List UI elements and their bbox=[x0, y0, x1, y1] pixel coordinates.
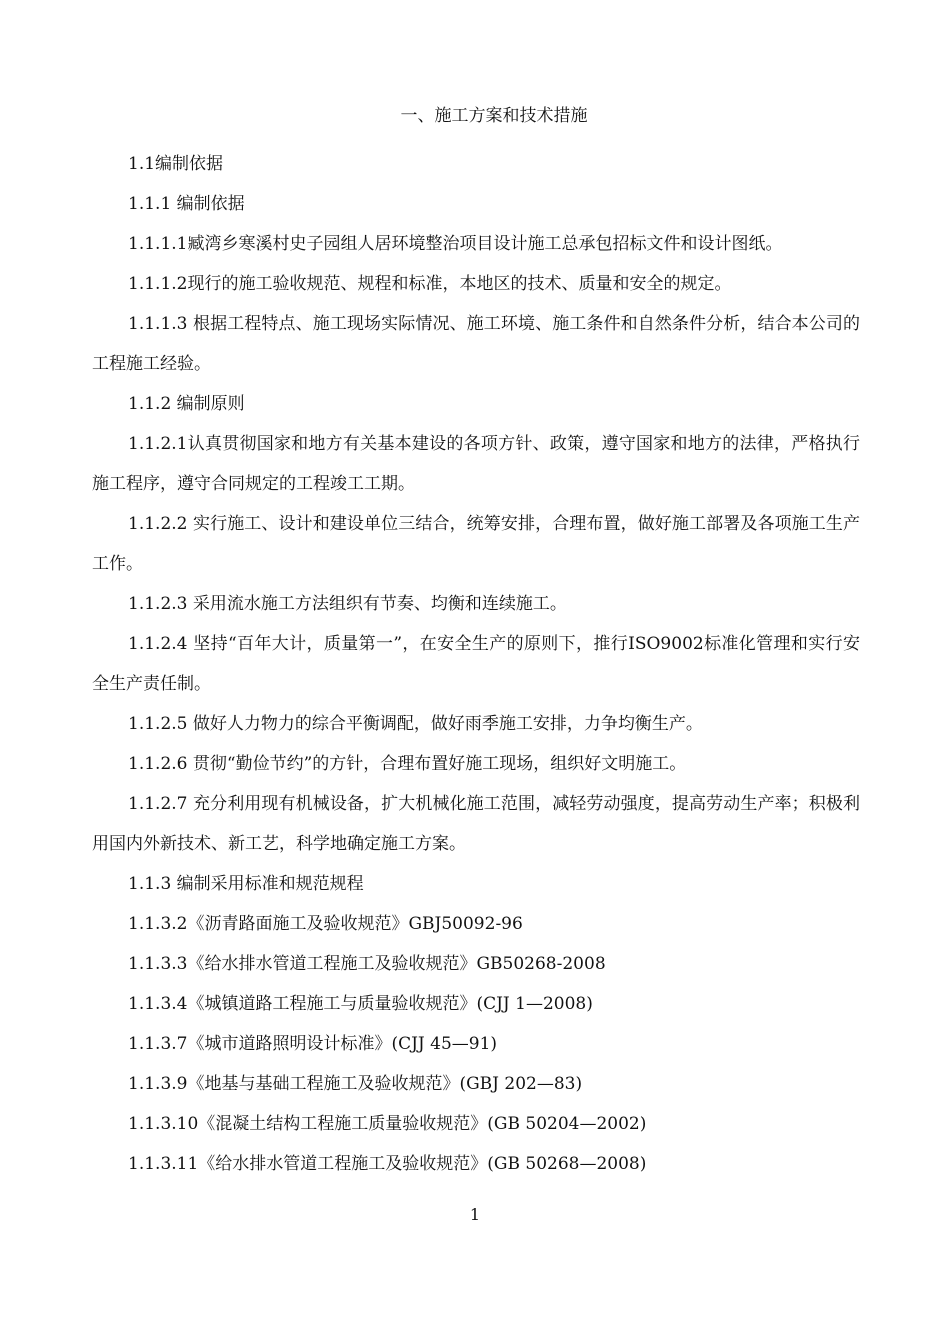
paragraph-1-1-1-2: 1.1.1.2现行的施工验收规范、规程和标准，本地区的技术、质量和安全的规定。 bbox=[128, 274, 732, 294]
standard-1-1-3-7: 1.1.3.7《城市道路照明设计标准》(CJJ 45—91) bbox=[128, 1034, 498, 1054]
paragraph-1-1-2-1: 1.1.2.1认真贯彻国家和地方有关基本建设的各项方针、政策，遵守国家和地方的法律，严格执行施工程序，遵守合同规定的工程竣工工期。 bbox=[92, 434, 860, 494]
document-body bbox=[92, 144, 860, 1184]
paragraph-1-1-2-2: 1.1.2.2 实行施工、设计和建设单位三结合，统筹安排，合理布置，做好施工部署及各项施工生产工作。 bbox=[92, 514, 860, 574]
paragraph-1-1-2-3: 1.1.2.3 采用流水施工方法组织有节奏、均衡和连续施工。 bbox=[128, 594, 567, 614]
paragraph-1-1-2-6: 1.1.2.6 贯彻“勤俭节约”的方针，合理布置好施工现场，组织好文明施工。 bbox=[128, 754, 687, 774]
heading-1-1-2: 1.1.2 编制原则 bbox=[128, 394, 245, 414]
standard-1-1-3-11: 1.1.3.11《给水排水管道工程施工及验收规范》(GB 50268—2008) bbox=[128, 1154, 647, 1174]
page-number: 1 bbox=[469, 1205, 481, 1224]
standard-1-1-3-9: 1.1.3.9《地基与基础工程施工及验收规范》(GBJ 202—83) bbox=[128, 1074, 583, 1094]
paragraph-1-1-2-5: 1.1.2.5 做好人力物力的综合平衡调配，做好雨季施工安排，力争均衡生产。 bbox=[128, 714, 703, 734]
heading-1-1-1: 1.1.1 编制依据 bbox=[128, 194, 245, 214]
standard-1-1-3-3: 1.1.3.3《给水排水管道工程施工及验收规范》GB50268-2008 bbox=[128, 954, 606, 974]
section-title: 一、施工方案和技术措施 bbox=[400, 106, 588, 126]
standard-1-1-3-2: 1.1.3.2《沥青路面施工及验收规范》GBJ50092-96 bbox=[128, 914, 523, 934]
paragraph-1-1-1-3: 1.1.1.3 根据工程特点、施工现场实际情况、施工环境、施工条件和自然条件分析，结合本公司的工程施工经验。 bbox=[92, 314, 860, 374]
standard-1-1-3-10: 1.1.3.10《混凝土结构工程施工质量验收规范》(GB 50204—2002) bbox=[128, 1114, 647, 1134]
paragraph-1-1-2-4: 1.1.2.4 坚持“百年大计，质量第一”，在安全生产的原则下，推行ISO9002标准化管理和实行安全生产责任制。 bbox=[92, 634, 860, 694]
paragraph-1-1-1-1: 1.1.1.1臧湾乡寒溪村史子园组人居环境整治项目设计施工总承包招标文件和设计图纸。 bbox=[128, 234, 783, 254]
heading-1-1-3: 1.1.3 编制采用标准和规范规程 bbox=[128, 874, 364, 894]
paragraph-1-1-2-7: 1.1.2.7 充分利用现有机械设备，扩大机械化施工范围，减轻劳动强度，提高劳动生产率；积极利用国内外新技术、新工艺，科学地确定施工方案。 bbox=[92, 794, 860, 854]
standard-1-1-3-4: 1.1.3.4《城镇道路工程施工与质量验收规范》(CJJ 1—2008) bbox=[128, 994, 593, 1014]
heading-1-1: 1.1编制依据 bbox=[128, 154, 224, 174]
